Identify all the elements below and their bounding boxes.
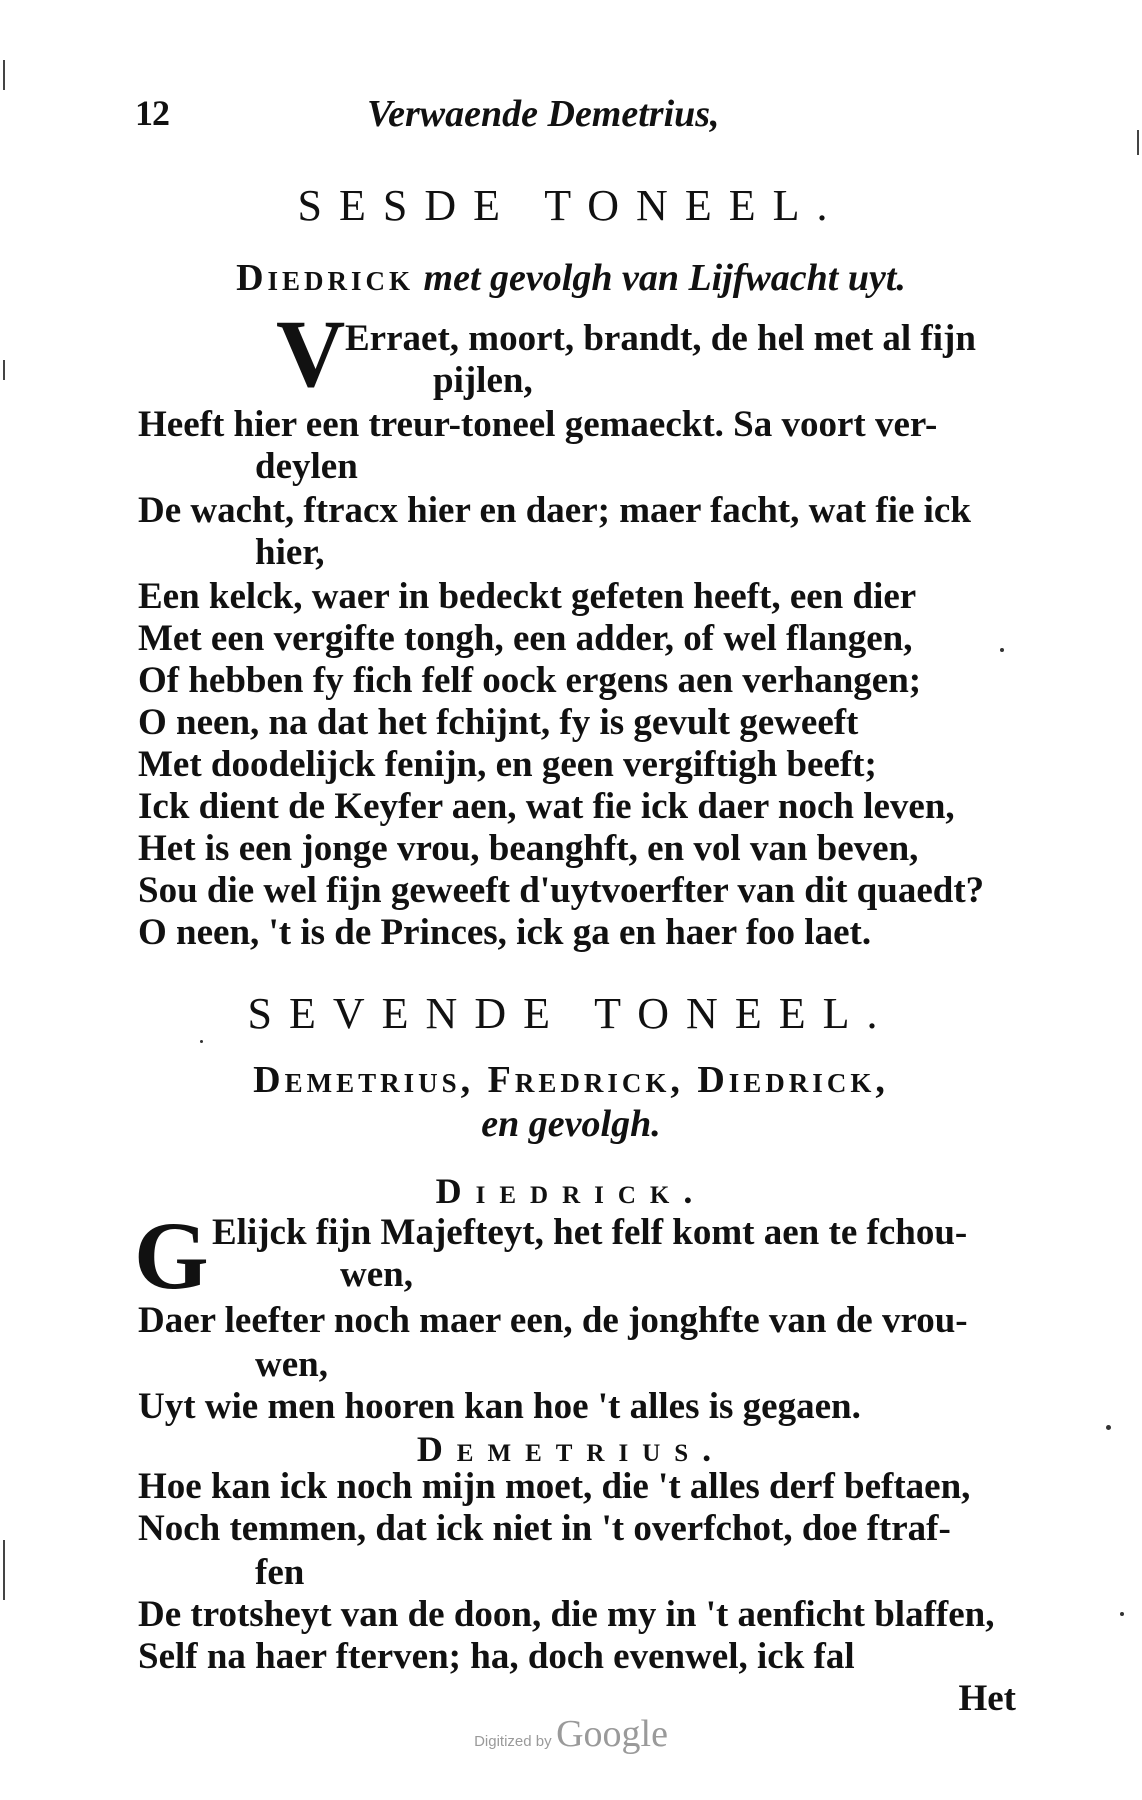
scan-speck [1120, 1612, 1124, 1616]
verse-line: Elijck fijn Majefteyt, het felf komt aen te fchou- [212, 1212, 968, 1253]
verse-line: deylen [255, 446, 358, 487]
scan-edge-mark [1137, 130, 1139, 155]
scene-heading-sesde: SESDE TONEEL. [297, 181, 845, 230]
cast-names: Demetrius, Fredrick, Diedrick, [253, 1059, 889, 1101]
digitized-watermark [0, 1712, 1142, 1756]
verse-line: O neen, na dat het fchijnt, fy is gevult geweeft [138, 702, 859, 743]
verse-line: Met een vergifte tongh, een adder, of wel flangen, [138, 618, 913, 659]
cast-name: Diedrick [236, 257, 415, 299]
verse-line: Noch temmen, dat ick niet in 't overfchot, doe ftraf- [138, 1508, 951, 1549]
verse-line: De wacht, ftracx hier en daer; maer facht, wat fie ick [138, 490, 971, 531]
stage-direction: en gevolgh. [481, 1103, 661, 1145]
scan-edge-mark [3, 360, 5, 380]
running-title: Verwaende Demetrius, [367, 93, 720, 135]
verse-line: Heeft hier een treur-toneel gemaeckt. Sa voort ver- [138, 404, 938, 445]
verse-line: Uyt wie men hooren kan hoe 't alles is gegaen. [138, 1386, 861, 1427]
verse-line: Het is een jonge vrou, beanghft, en vol van beven, [138, 828, 919, 869]
verse-line: wen, [255, 1344, 328, 1385]
verse-line: hier, [255, 532, 325, 573]
cast-line-scene6 [0, 256, 1142, 300]
google-logo: Google [556, 1713, 668, 1755]
verse-line: Of hebben fy fich felf oock ergens aen verhangen; [138, 660, 922, 701]
drop-cap-v: V [276, 300, 346, 407]
verse-line: wen, [340, 1254, 413, 1295]
drop-cap-g: G [134, 1202, 209, 1309]
verse-line: pijlen, [433, 360, 533, 401]
verse-line: Ick dient de Keyfer aen, wat fie ick daer noch leven, [138, 786, 955, 827]
verse-line: Erraet, moort, brandt, de hel met al fijn [345, 318, 976, 359]
speaker-heading-diedrick: Diedrick. [435, 1171, 707, 1211]
speaker-heading-demetrius: Demetrius. [416, 1429, 726, 1469]
scene-heading-sevende: SEVENDE TONEEL. [247, 989, 895, 1038]
verse-line: Daer leefter noch maer een, de jonghfte van de vrou- [138, 1300, 968, 1341]
scan-speck [1106, 1425, 1111, 1430]
page-number: 12 [135, 93, 169, 133]
verse-line: Hoe kan ick noch mijn moet, die 't alles derf beftaen, [138, 1466, 971, 1507]
scan-speck [200, 1040, 203, 1043]
verse-line: O neen, 't is de Princes, ick ga en haer foo laet. [138, 912, 872, 953]
scan-speck [1000, 648, 1004, 652]
cast-line-scene7 [0, 1058, 1142, 1102]
scan-edge-mark [3, 1540, 5, 1600]
verse-line: De trotsheyt van de doon, die my in 't aenficht blaffen, [138, 1594, 995, 1635]
verse-line: fen [255, 1552, 305, 1593]
running-head [135, 92, 995, 140]
cast-line-scene7-direction [0, 1102, 1142, 1146]
catchword: Het [958, 1678, 1016, 1719]
scan-edge-mark [3, 60, 5, 90]
verse-line: Self na haer fterven; ha, doch evenwel, ick fal [138, 1636, 855, 1677]
verse-line: Sou die wel fijn geweeft d'uytvoerfter van dit quaedt? [138, 870, 985, 911]
verse-line: Met doodelijck fenijn, en geen vergiftigh beeft; [138, 744, 877, 785]
verse-line: Een kelck, waer in bedeckt gefeten heeft, een dier [138, 576, 917, 617]
stage-direction: met gevolgh van Lijfwacht uyt. [423, 257, 906, 299]
watermark-prefix: Digitized by [474, 1733, 552, 1750]
